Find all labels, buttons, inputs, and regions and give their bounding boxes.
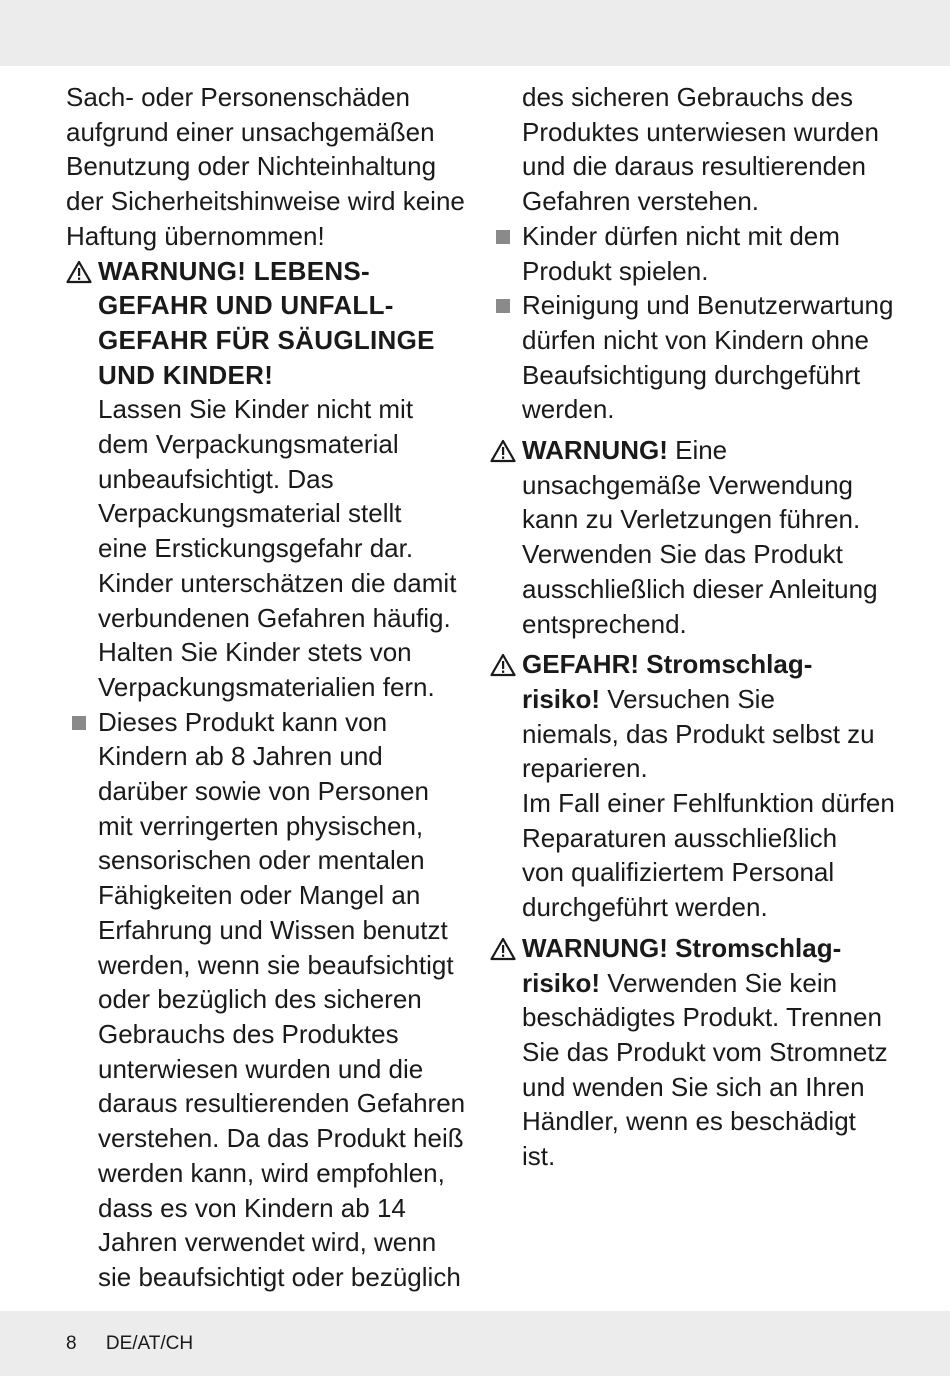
text-line: und wenden Sie sich an Ihren (522, 1071, 865, 1102)
text-line: sie beaufsichtigt oder bezüglich (98, 1261, 461, 1292)
warning-block-damaged (490, 931, 910, 1174)
text-fragment: Eine (667, 435, 728, 466)
heading-line: GEFAHR UND UNFALL- (98, 290, 394, 321)
text-line: Im Fall einer Fehlfunktion dürfen (522, 788, 895, 819)
warning-triangle-icon (490, 439, 516, 463)
text-line (522, 966, 910, 1001)
warning-body (98, 392, 476, 704)
text-line: dass es von Kindern ab 14 (98, 1192, 406, 1223)
text-line: Verpackungsmaterial stellt (98, 498, 402, 529)
left-column (66, 80, 476, 1295)
text-line: aufgrund einer unsachgemäßen (66, 116, 435, 147)
text-line: Gebrauchs des Produktes (98, 1018, 399, 1049)
square-bullet-icon (72, 716, 86, 730)
region-label: DE/AT/CH (105, 1333, 194, 1354)
text-line: Haftung übernommen! (66, 220, 325, 251)
text-line: Benutzung oder Nichteinhaltung (66, 151, 437, 182)
text-line: Dieses Produkt kann von (98, 706, 388, 737)
text-line: Fähigkeiten oder Mangel an (98, 880, 421, 911)
text-line: werden kann, wird empfohlen, (98, 1157, 445, 1188)
heading-line: WARNUNG! LEBENS- (98, 255, 371, 286)
text-fragment: Versuchen Sie (600, 683, 775, 714)
text-line: ausschließlich dieser Anleitung (522, 573, 878, 604)
text-line: oder bezüglich des sicheren (98, 984, 422, 1015)
bullet-item (66, 705, 476, 1295)
text-line: dem Verpackungsmaterial (98, 429, 399, 460)
text-line: Erfahrung und Wissen benutzt (98, 914, 448, 945)
bullet-continuation (490, 80, 910, 219)
text-line: unterwiesen wurden und die (98, 1053, 424, 1084)
warning-block-misuse (490, 433, 910, 641)
text-line: niemals, das Produkt selbst zu (522, 718, 875, 749)
text-line: daraus resultierenden Gefahren (98, 1088, 466, 1119)
text-line: der Sicherheitshinweise wird keine (66, 186, 465, 217)
text-line: Beaufsichtigung durchgeführt (522, 359, 861, 390)
text-line: durchgeführt werden. (522, 892, 768, 923)
warning-heading (98, 254, 476, 393)
text-line: beschädigtes Produkt. Trennen (522, 1002, 882, 1033)
square-bullet-icon (496, 299, 510, 313)
warning-label: GEFAHR! Stromschlag- (522, 649, 813, 680)
warning-block-children (66, 254, 476, 705)
text-line: Gefahren verstehen. (522, 186, 760, 217)
text-line: darüber sowie von Personen (98, 776, 429, 807)
text-line (522, 433, 910, 468)
text-line: Jahren verwendet wird, wenn (98, 1227, 437, 1258)
bullet-item (490, 288, 910, 427)
text-line: und die daraus resultierenden (522, 151, 867, 182)
page-number: 8 (66, 1333, 77, 1354)
text-line: von qualifiziertem Personal (522, 857, 835, 888)
text-line: werden. (522, 394, 615, 425)
text-line: kann zu Verletzungen führen. (522, 504, 861, 535)
square-bullet-icon (496, 230, 510, 244)
intro-paragraph (66, 80, 476, 254)
heading-line: GEFAHR FÜR SÄUGLINGE (98, 324, 435, 355)
text-line: verstehen. Da das Produkt heiß (98, 1123, 464, 1154)
text-line: Verwenden Sie das Produkt (522, 539, 843, 570)
top-band (0, 0, 950, 66)
text-line: Kinder unterschätzen die damit (98, 567, 457, 598)
text-line: eine Erstickungsgefahr dar. (98, 533, 414, 564)
warning-label: risiko! (522, 967, 601, 998)
text-line: unsachgemäße Verwendung (522, 469, 854, 500)
text-line: Reparaturen ausschließlich (522, 822, 838, 853)
warning-label: WARNUNG! Stromschlag- (522, 932, 842, 963)
text-line: Sie das Produkt vom Stromnetz (522, 1036, 888, 1067)
text-line: Halten Sie Kinder stets von (98, 637, 412, 668)
text-line: Kindern ab 8 Jahren und (98, 741, 383, 772)
text-line: mit verringerten physischen, (98, 810, 424, 841)
text-line: dürfen nicht von Kindern ohne (522, 324, 869, 355)
text-line: reparieren. (522, 753, 648, 784)
text-fragment: Verwenden Sie kein (600, 967, 838, 998)
text-line: werden, wenn sie beaufsichtigt (98, 949, 454, 980)
text-line (522, 682, 910, 717)
text-line: verbundenen Gefahren häufig. (98, 602, 451, 633)
bullet-item (490, 219, 910, 288)
text-line: entsprechend. (522, 608, 687, 639)
text-line: des sicheren Gebrauchs des (522, 82, 853, 112)
text-line: Reinigung und Benutzerwartung (522, 290, 894, 321)
warning-triangle-icon (490, 937, 516, 961)
text-line: Sach- oder Personenschäden (66, 82, 411, 112)
text-line: ist. (522, 1141, 556, 1172)
footer (66, 1333, 193, 1355)
text-line: Kinder dürfen nicht mit dem (522, 220, 840, 251)
text-line: Verpackungsmaterialien fern. (98, 671, 435, 702)
text-line: Händler, wenn es beschädigt (522, 1106, 856, 1137)
right-column (490, 80, 910, 1174)
warning-triangle-icon (490, 653, 516, 677)
warning-label: risiko! (522, 683, 601, 714)
text-line: Produktes unterwiesen wurden (522, 116, 879, 147)
warning-label: WARNUNG! (522, 435, 668, 466)
text-line: Produkt spielen. (522, 255, 709, 286)
text-line: sensorischen oder mentalen (98, 845, 425, 876)
warning-block-repair (490, 647, 910, 925)
text-line: unbeaufsichtigt. Das (98, 463, 334, 494)
text-line: Lassen Sie Kinder nicht mit (98, 394, 414, 425)
heading-line: UND KINDER! (98, 359, 274, 390)
warning-triangle-icon (66, 260, 92, 284)
